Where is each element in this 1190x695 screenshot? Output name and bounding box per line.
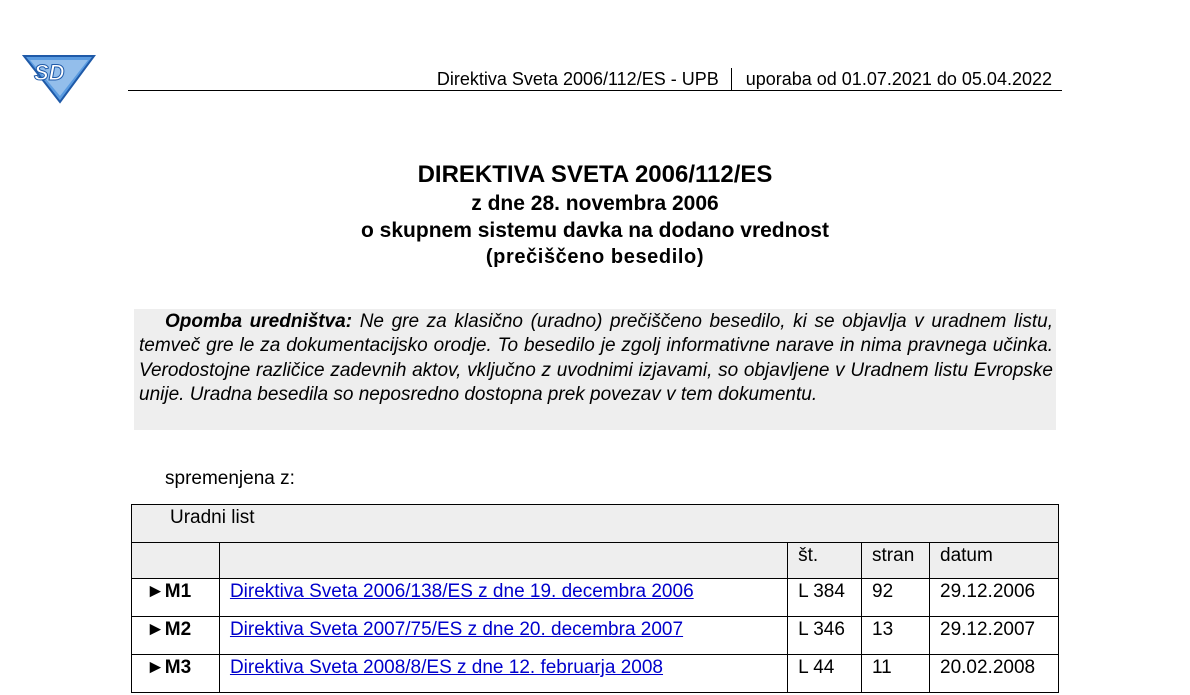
doc-reference: Direktiva Sveta 2006/112/ES - UPB <box>436 69 719 89</box>
oj-number: L 384 <box>788 579 862 617</box>
oj-page: 11 <box>862 655 930 693</box>
amendment-marker: ►M1 <box>132 579 220 617</box>
table-row <box>132 579 1059 617</box>
official-journal-header: Uradni list <box>132 505 1059 543</box>
consolidated-label: (prečiščeno besedilo) <box>485 246 705 268</box>
amendment-marker: ►M2 <box>132 617 220 655</box>
editorial-note <box>134 309 1056 430</box>
oj-date: 29.12.2007 <box>930 617 1059 655</box>
header-number: št. <box>788 543 862 579</box>
header-title <box>219 543 787 579</box>
oj-page: 92 <box>862 579 930 617</box>
editorial-note-text: Ne gre za klasično (uradno) prečiščeno besedilo, ki se objavlja v uradnem listu, temveč gre le za dokumentacijsko orodje. To besedilo je zgolj informativne narave in nima pravnega učinka. Verodostojne različice zadevnih aktov, vključno z uvodnimi izjavami, so objavljene v Uradnem listu Evropske unije. Uradna besedila so neposredno dostopna prek povezav v tem dokumentu. <box>139 311 1054 405</box>
amendments-table <box>131 504 1059 693</box>
document-title-block <box>128 160 1062 271</box>
header-marker <box>132 543 220 579</box>
oj-date: 29.12.2006 <box>930 579 1059 617</box>
header-date: datum <box>930 543 1059 579</box>
oj-number: L 44 <box>788 655 862 693</box>
table-row <box>132 655 1059 693</box>
amendment-marker: ►M3 <box>132 655 220 693</box>
header-separator <box>731 68 732 90</box>
table-group-header-row <box>132 505 1059 543</box>
sd-logo-icon <box>22 50 96 104</box>
oj-page: 13 <box>862 617 930 655</box>
document-title: DIREKTIVA SVETA 2006/112/ES <box>417 161 773 188</box>
amendment-link[interactable]: Direktiva Sveta 2007/75/ES z dne 20. decembra 2007 <box>229 619 684 640</box>
document-date: z dne 28. novembra 2006 <box>471 192 719 215</box>
oj-number: L 346 <box>788 617 862 655</box>
validity-period: uporaba od 01.07.2021 do 05.04.2022 <box>745 69 1052 89</box>
editorial-note-label: Opomba uredništva: <box>165 311 353 332</box>
oj-date: 20.02.2008 <box>930 655 1059 693</box>
table-row <box>132 617 1059 655</box>
amendment-link[interactable]: Direktiva Sveta 2008/8/ES z dne 12. februarja 2008 <box>229 657 664 678</box>
running-header <box>128 68 1062 91</box>
amended-by-label: spremenjena z: <box>165 468 295 489</box>
header-page: stran <box>862 543 930 579</box>
table-header-row <box>132 543 1059 579</box>
amendment-link[interactable]: Direktiva Sveta 2006/138/ES z dne 19. decembra 2006 <box>229 581 694 602</box>
svg-text:SD: SD <box>34 60 65 85</box>
document-subject: o skupnem sistemu davka na dodano vrednost <box>361 219 829 242</box>
